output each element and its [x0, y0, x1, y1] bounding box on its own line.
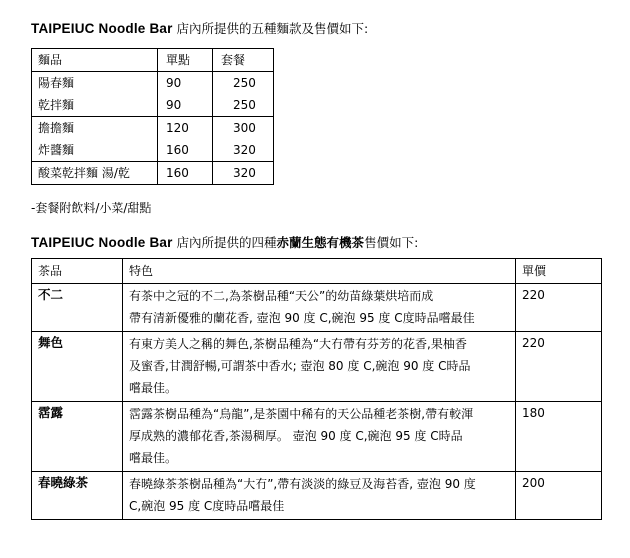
- table-row: [32, 332, 602, 402]
- description-line: 有東方美人之稱的舞色,茶樹品種為“大冇帶有芬芳的花香,果柚香: [129, 337, 467, 351]
- set-price: 250: [233, 98, 256, 112]
- tea-price: 220: [516, 284, 602, 332]
- noodle-name: 陽春麵: [38, 76, 75, 90]
- header-tea: 茶品: [32, 259, 123, 284]
- set-meal-note: -套餐附飲料/小菜/甜點: [31, 201, 152, 215]
- table-header-row: [32, 49, 274, 72]
- table-row-group: [32, 117, 274, 162]
- noodle-name: 擔擔麵: [38, 121, 75, 135]
- set-price: 300: [233, 121, 256, 135]
- description-line: 霑露茶樹品種為“烏龍”,是茶園中稀有的天公品種老茶樹,帶有較渾: [129, 407, 474, 421]
- single-price: 90: [166, 98, 182, 112]
- tea-description: [123, 284, 516, 332]
- description-line: C,碗泡 95 度 C度時品嚐最佳: [129, 499, 285, 513]
- header-feature: 特色: [123, 259, 516, 284]
- description-line: 厚成熟的濃郁花香,茶湯稠厚。 壺泡 90 度 C,碗泡 95 度 C時品: [129, 429, 463, 443]
- table-row-group: [32, 72, 274, 117]
- noodle-names-cell: [32, 72, 158, 117]
- single-price: 160: [158, 162, 213, 185]
- header-noodle: 麵品: [32, 49, 158, 72]
- single-price: 120: [166, 121, 189, 135]
- set-price: 320: [233, 143, 256, 157]
- description-line: 及蜜香,甘潤舒暢,可謂茶中香水; 壺泡 80 度 C,碗泡 90 度 C時品: [129, 359, 471, 373]
- brand-name: TAIPEIUC Noodle Bar: [31, 235, 173, 250]
- tea-price: 200: [516, 472, 602, 520]
- tea-name: 霑露: [32, 402, 123, 472]
- tea-description: [123, 472, 516, 520]
- header-price: 單價: [516, 259, 602, 284]
- set-price: 250: [233, 76, 256, 90]
- header-single: 單點: [158, 49, 213, 72]
- description-line: 有茶中之冠的不二,為茶樹品種“天公”的幼苗綠葉烘培而成: [129, 289, 434, 303]
- set-price: 320: [213, 162, 274, 185]
- heading-text: 店內所提供的五種麵款及售價如下:: [172, 21, 369, 36]
- description-line: 嚐最佳。: [129, 451, 178, 465]
- noodle-names-cell: [32, 117, 158, 162]
- table-row: [32, 284, 602, 332]
- table-row: [32, 162, 274, 185]
- single-price-cell: [158, 117, 213, 162]
- table-row: [32, 402, 602, 472]
- single-price: 160: [166, 143, 189, 157]
- tea-price-table: [31, 258, 602, 520]
- single-price: 90: [166, 76, 182, 90]
- tea-price: 180: [516, 402, 602, 472]
- brand-name: TAIPEIUC Noodle Bar: [31, 21, 173, 36]
- description-line: 嚐最佳。: [129, 381, 178, 395]
- tea-price: 220: [516, 332, 602, 402]
- tea-name: 舞色: [32, 332, 123, 402]
- noodle-price-table: [31, 48, 274, 185]
- tea-description: [123, 402, 516, 472]
- single-price-cell: [158, 72, 213, 117]
- tea-name: 不二: [32, 284, 123, 332]
- tea-description: [123, 332, 516, 402]
- header-set: 套餐: [213, 49, 274, 72]
- heading-text: 售價如下:: [364, 235, 419, 250]
- tea-section-heading: [31, 235, 418, 251]
- set-price-cell: [213, 72, 274, 117]
- noodle-name: 炸醬麵: [38, 143, 75, 157]
- noodle-name: 乾拌麵: [38, 98, 75, 112]
- description-line: 帶有清新優雅的蘭花香, 壺泡 90 度 C,碗泡 95 度 C度時品嚐最佳: [129, 311, 475, 325]
- description-line: 春曉綠茶茶樹品種為“大冇”,帶有淡淡的綠豆及海苔香, 壺泡 90 度: [129, 477, 476, 491]
- noodle-section-heading: [31, 21, 368, 37]
- table-header-row: [32, 259, 602, 284]
- table-row: [32, 472, 602, 520]
- tea-brand-name: 赤蘭生態有機茶: [276, 235, 365, 250]
- heading-text: 店內所提供的四種: [172, 235, 277, 250]
- set-price-cell: [213, 117, 274, 162]
- noodle-name: 酸菜乾拌麵 湯/乾: [32, 162, 158, 185]
- tea-name: 春曉綠茶: [32, 472, 123, 520]
